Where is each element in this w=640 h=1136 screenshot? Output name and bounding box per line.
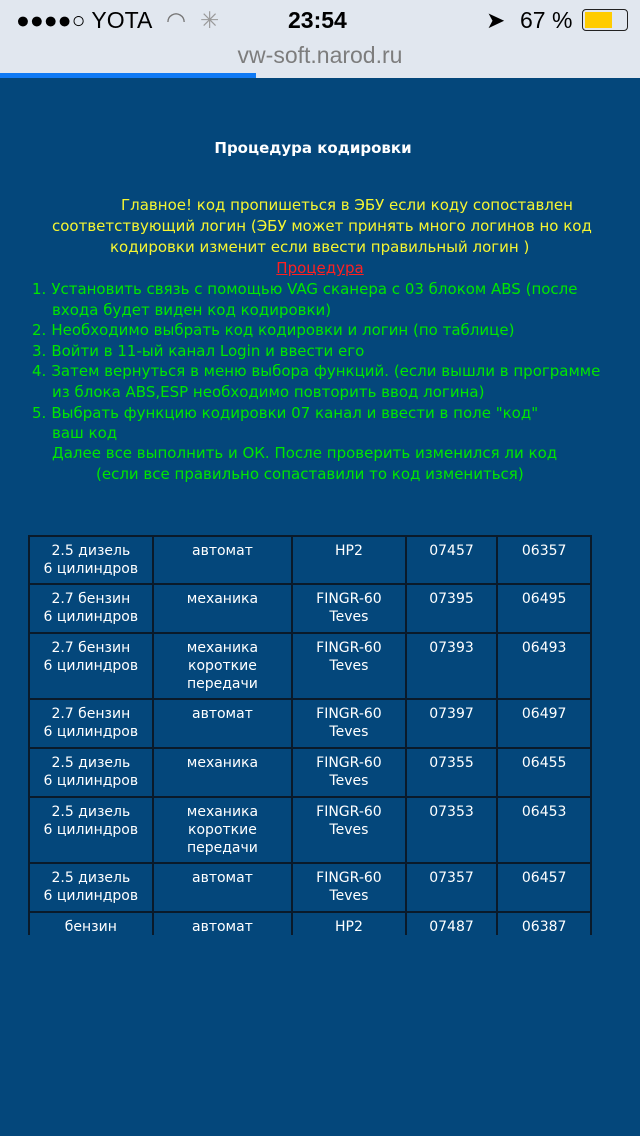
table-cell: 07395 [406, 584, 498, 633]
table-cell: FINGR-60 Teves [292, 699, 406, 748]
table-cell: FINGR-60 Teves [292, 863, 406, 912]
table-cell: 06457 [497, 863, 591, 912]
table-cell: HP2 [292, 912, 406, 935]
table-cell: механика короткие передачи [153, 633, 292, 699]
table-row [29, 863, 591, 912]
url-text[interactable]: vw-soft.narod.ru [237, 42, 403, 68]
table-cell: 2.7 бензин 6 цилиндров [29, 699, 153, 748]
step-number: 4. [32, 362, 47, 381]
table-row [29, 633, 591, 699]
table-cell: 06497 [497, 699, 591, 748]
battery-icon [582, 9, 628, 31]
page-load-progress [0, 73, 640, 78]
coding-table-container [0, 530, 640, 935]
table-cell: автомат [153, 863, 292, 912]
table-cell: 2.7 бензин 6 цилиндров [29, 633, 153, 699]
table-cell: механика [153, 748, 292, 797]
table-cell: FINGR-60 Teves [292, 584, 406, 633]
table-cell: 06453 [497, 797, 591, 863]
table-cell: FINGR-60 Teves [292, 633, 406, 699]
intro-line: Главное! код пропишеться в ЭБУ если коду сопоставлен [121, 196, 573, 214]
table-cell: FINGR-60 Teves [292, 748, 406, 797]
step-1-line: входа будет виден код кодировки) [52, 300, 332, 319]
table-cell: 06387 [497, 912, 591, 935]
table-row [29, 797, 591, 863]
outro-line: (если все правильно сопаставили то код измениться) [96, 465, 524, 483]
coding-table [28, 535, 592, 935]
table-cell: 06493 [497, 633, 591, 699]
intro-line: соответствующий логин (ЭБУ может принять много логинов но код [52, 217, 592, 235]
step-number: 5. [32, 403, 47, 422]
clock: 23:54 [288, 7, 347, 33]
table-row [29, 699, 591, 748]
step-2-line [32, 320, 514, 340]
outro-line: Далее все выполнить и ОК. После проверить изменился ли код [52, 444, 558, 462]
location-arrow-icon: ➤ [486, 7, 506, 33]
table-row [29, 912, 591, 935]
table-cell: 07397 [406, 699, 498, 748]
table-row [29, 536, 591, 584]
table-cell: механика короткие передачи [153, 797, 292, 863]
carrier: ●●●●○ YOTA [16, 7, 153, 33]
table-cell: 07393 [406, 633, 498, 699]
table-row [29, 584, 591, 633]
procedure-link[interactable]: Процедура [276, 259, 364, 277]
step-5-line: ваш код [52, 424, 118, 443]
table-cell: 2.5 дизель 6 цилиндров [29, 797, 153, 863]
table-cell: 07457 [406, 536, 498, 584]
table-cell: 06455 [497, 748, 591, 797]
table-cell: 2.5 дизель 6 цилиндров [29, 748, 153, 797]
table-cell: 07355 [406, 748, 498, 797]
loading-spinner-icon: ✳ [200, 7, 220, 33]
step-4-line: из блока ABS,ESP необходимо повторить ввод логина) [52, 383, 485, 401]
step-text: Выбрать функцию кодировки 07 канал и ввести в поле "код" [51, 403, 539, 422]
step-text: Необходимо выбрать код кодировки и логин (по таблице) [51, 321, 515, 340]
step-5-line [32, 403, 538, 423]
table-cell: бензин [29, 912, 153, 935]
table-cell: 2.5 дизель 6 цилиндров [29, 863, 153, 912]
table-cell: автомат [153, 699, 292, 748]
table-cell: FINGR-60 Teves [292, 797, 406, 863]
table-cell: 2.5 дизель 6 цилиндров [29, 536, 153, 584]
table-cell: HP2 [292, 536, 406, 584]
step-4-line [32, 361, 600, 381]
step-text: Войти в 11-ый канал Login и ввести его [51, 341, 365, 360]
table-cell: 06357 [497, 536, 591, 584]
battery-percent: 67 % [520, 7, 573, 33]
table-cell: автомат [153, 536, 292, 584]
page-title: Процедура кодировки [214, 139, 412, 157]
step-1-line [32, 279, 578, 299]
table-cell: 06495 [497, 584, 591, 633]
step-number: 2. [32, 321, 47, 340]
step-number: 1. [32, 280, 47, 298]
intro-line: кодировки изменит если ввести правильный логин ) [110, 238, 530, 256]
table-cell: 07353 [406, 797, 498, 863]
table-cell: 07487 [406, 912, 498, 935]
table-row [29, 748, 591, 797]
table-cell: автомат [153, 912, 292, 935]
status-bar [0, 0, 640, 40]
table-cell: механика [153, 584, 292, 633]
step-3-line [32, 341, 364, 361]
step-number: 3. [32, 341, 47, 360]
step-text: Установить связь с помощью VAG сканера с 03 блоком ABS (после [51, 280, 578, 298]
table-cell: 07357 [406, 863, 498, 912]
step-text: Затем вернуться в меню выбора функций. (если вышли в программе [51, 362, 601, 381]
wifi-icon: ◠ [166, 7, 187, 33]
table-cell: 2.7 бензин 6 цилиндров [29, 584, 153, 633]
